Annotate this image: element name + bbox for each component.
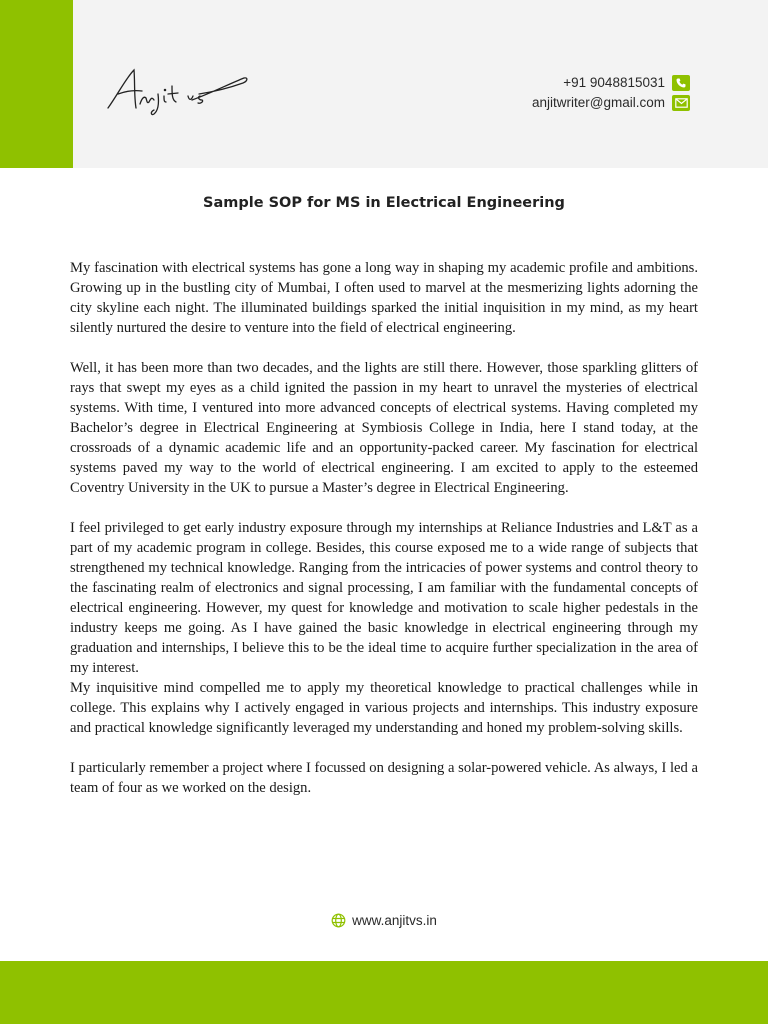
phone-number: +91 9048815031 <box>563 75 665 90</box>
contact-block <box>532 73 690 113</box>
website-link[interactable]: www.anjitvs.in <box>352 913 437 928</box>
paragraph-5: I particularly remember a project where I focussed on designing a solar-powered vehicle. As always, I led a team of four as we worked on the design. <box>70 760 698 796</box>
accent-bar <box>0 0 73 168</box>
signature-logo <box>104 64 254 116</box>
document-body <box>70 258 698 798</box>
email-address: anjitwriter@gmail.com <box>532 95 665 110</box>
footer-band <box>0 961 768 1024</box>
paragraph-1: My fascination with electrical systems has gone a long way in shaping my academic profile and ambitions. Growing up in the bustling city of Mumbai, I often used to marvel at the mesmerizing lights adorning the city skyline each night. The illuminated buildings sparked the initial inquisition in my mind, as my heart silently nurtured the desire to venture into the field of electrical engineering. <box>70 260 698 336</box>
globe-icon <box>331 913 346 928</box>
phone-row <box>532 73 690 93</box>
email-row <box>532 93 690 113</box>
paragraph-4: My inquisitive mind compelled me to apply my theoretical knowledge to practical challenges while in college. This explains why I actively engaged in various projects and internships. This industry exposure and practical knowledge significantly leveraged my understanding and honed my problem-solving skills. <box>70 680 698 736</box>
document-title: Sample SOP for MS in Electrical Engineering <box>203 195 565 211</box>
mail-icon <box>672 95 690 111</box>
footer-website <box>0 913 768 928</box>
phone-icon <box>672 75 690 91</box>
paragraph-2: Well, it has been more than two decades, and the lights are still there. However, those sparkling glitters of rays that swept my eyes as a child ignited the passion in my heart to unravel the mysteries of electrical systems. With time, I ventured into more advanced concepts of electrical systems. Having completed my Bachelor’s degree in Electrical Engineering at Symbiosis College in India, here I stand today, at the crossroads of a dynamic academic life and an opportunity-packed career. My fascination for electrical systems paved my way to the world of electrical engineering. I am excited to apply to the esteemed Coventry University in the UK to pursue a Master’s degree in Electrical Engineering. <box>70 360 698 496</box>
paragraph-3: I feel privileged to get early industry exposure through my internships at Reliance Industries and L&T as a part of my academic program in college. Besides, this course exposed me to a wide range of subjects that strengthened my technical knowledge. Ranging from the intricacies of power systems and control theory to the fascinating realm of electronics and signal processing, I am familiar with the fundamental concepts of electrical engineering. However, my quest for knowledge and motivation to scale higher pedestals in the industry keeps me going. As I have gained the basic knowledge in electrical engineering through my graduation and internships, I believe this to be the ideal time to acquire further specialization in the area of my interest. <box>70 520 698 676</box>
